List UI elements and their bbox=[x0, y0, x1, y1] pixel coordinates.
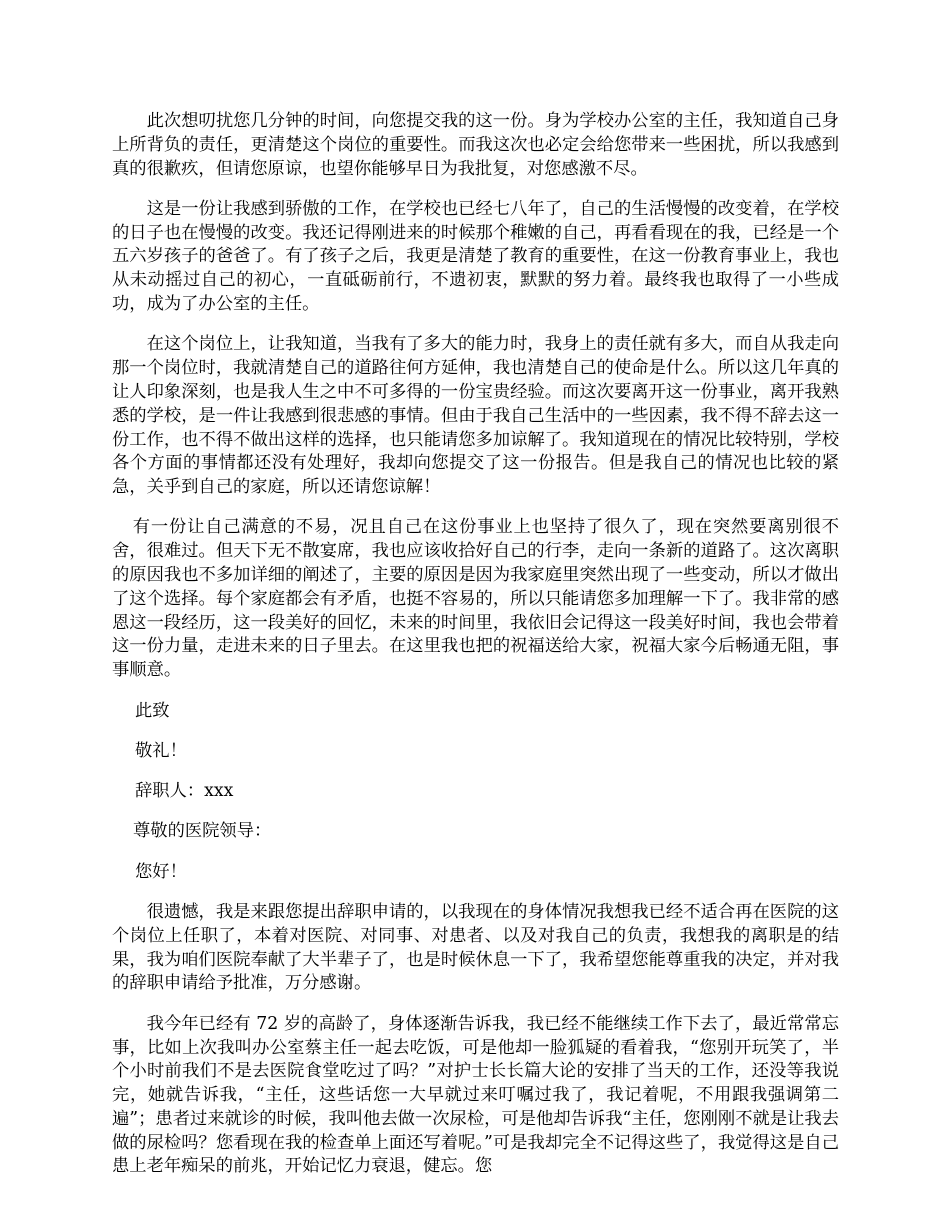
paragraph-2: 这是一份让我感到骄傲的工作，在学校也已经七八年了，自己的生活慢慢的改变着，在学校的日子也在慢慢的改变。我还记得刚进来的时候那个稚嫩的自己，再看看现在的我，已经是一个五六岁孩子的爸爸了。有了孩子之后，我更是清楚了教育的重要性，在这一份教育事业上，我也从未动摇过自己的初心，一直砥砺前行，不遗初衷，默默的努力着。最终我也取得了一小些成功，成为了办公室的主任。 bbox=[112, 198, 839, 315]
hello-line: 您好！ bbox=[135, 861, 187, 882]
closing-text: 此致 bbox=[135, 700, 170, 721]
signer-line: 辞职人：xxx bbox=[135, 781, 234, 802]
paragraph-6: 我今年已经有 72 岁的高龄了，身体逐渐告诉我，我已经不能继续工作下去了，最近常常忘事，比如上次我叫办公室蔡主任一起去吃饭，可是他却一脸狐疑的看着我，“您别开玩笑了，半个小时前我们不是去医院食堂吃过了吗？”对护士长长篇大论的安排了当天的工作，还没等我说完，她就告诉我，“主任，这些话您一大早就过来叮嘱过我了，我记着呢，不用跟我强调第二遍”；患者过来就诊的时候，我叫他去做一次尿检，可是他却告诉我“主任，您刚刚不就是让我去做的尿检吗？您看现在我的检查单上面还写着呢。”可是我却完全不记得这些了，我觉得这是自己患上老年痴呆的前兆，开始记忆力衰退，健忘。您 bbox=[112, 1013, 839, 1177]
salute-text: 敬礼！ bbox=[135, 740, 187, 761]
paragraph-4: 有一份让自己满意的不易，况且自己在这份事业上也坚持了很久了，现在突然要离别很不舍，很难过。但天下无不散宴席，我也应该收拾好自己的行李，走向一条新的道路了。这次离职的原因我也不多加详细的阐述了，主要的原因是因为我家庭里突然出现了一些变动，所以才做出了这个选择。每个家庭都会有矛盾，也挺不容易的，所以只能请您多加理解一下了。我非常的感恩这一段经历，这一段美好的回忆，未来的时间里，我依旧会记得这一段美好时间，我也会带着这一份力量，走进未来的日子里去。在这里我也把的祝福送给大家，祝福大家今后畅通无阻，事事顺意。 bbox=[112, 517, 839, 681]
document-page bbox=[112, 110, 839, 1196]
paragraph-1: 此次想叨扰您几分钟的时间，向您提交我的这一份。身为学校办公室的主任，我知道自己身上所背负的责任，更清楚这个岗位的重要性。而我这次也必定会给您带来一些困扰，所以我感到真的很歉疚，但请您原谅，也望你能够早日为我批复，对您感激不尽。 bbox=[112, 111, 839, 179]
greeting-line: 尊敬的医院领导： bbox=[133, 821, 272, 842]
paragraph-5: 很遗憾，我是来跟您提出辞职申请的，以我现在的身体情况我想我已经不适合再在医院的这个岗位上任职了，本着对医院、对同事、对患者、以及对我自己的负责，我想我的离职是的结果，我为咱们医院奉献了大半辈子了，也是时候休息一下了，我希望您能尊重我的决定，并对我的辞职申请给予批准，万分感谢。 bbox=[112, 902, 839, 994]
paragraph-3: 在这个岗位上，让我知道，当我有了多大的能力时，我身上的责任就有多大，而自从我走向那一个岗位时，我就清楚自己的道路往何方延伸，我也清楚自己的使命是什么。所以这几年真的让人印象深刻，也是我人生之中不可多得的一份宝贵经验。而这次要离开这一份事业，离开我熟悉的学校，是一件让我感到很悲感的事情。但由于我自己生活中的一些因素，我不得不辞去这一份工作，也不得不做出这样的选择，也只能请您多加谅解了。我知道现在的情况比较特别，学校各个方面的事情都还没有处理好，我却向您提交了这一份报告。但是我自己的情况也比较的紧急，关乎到自己的家庭，所以还请您谅解！ bbox=[112, 334, 839, 498]
